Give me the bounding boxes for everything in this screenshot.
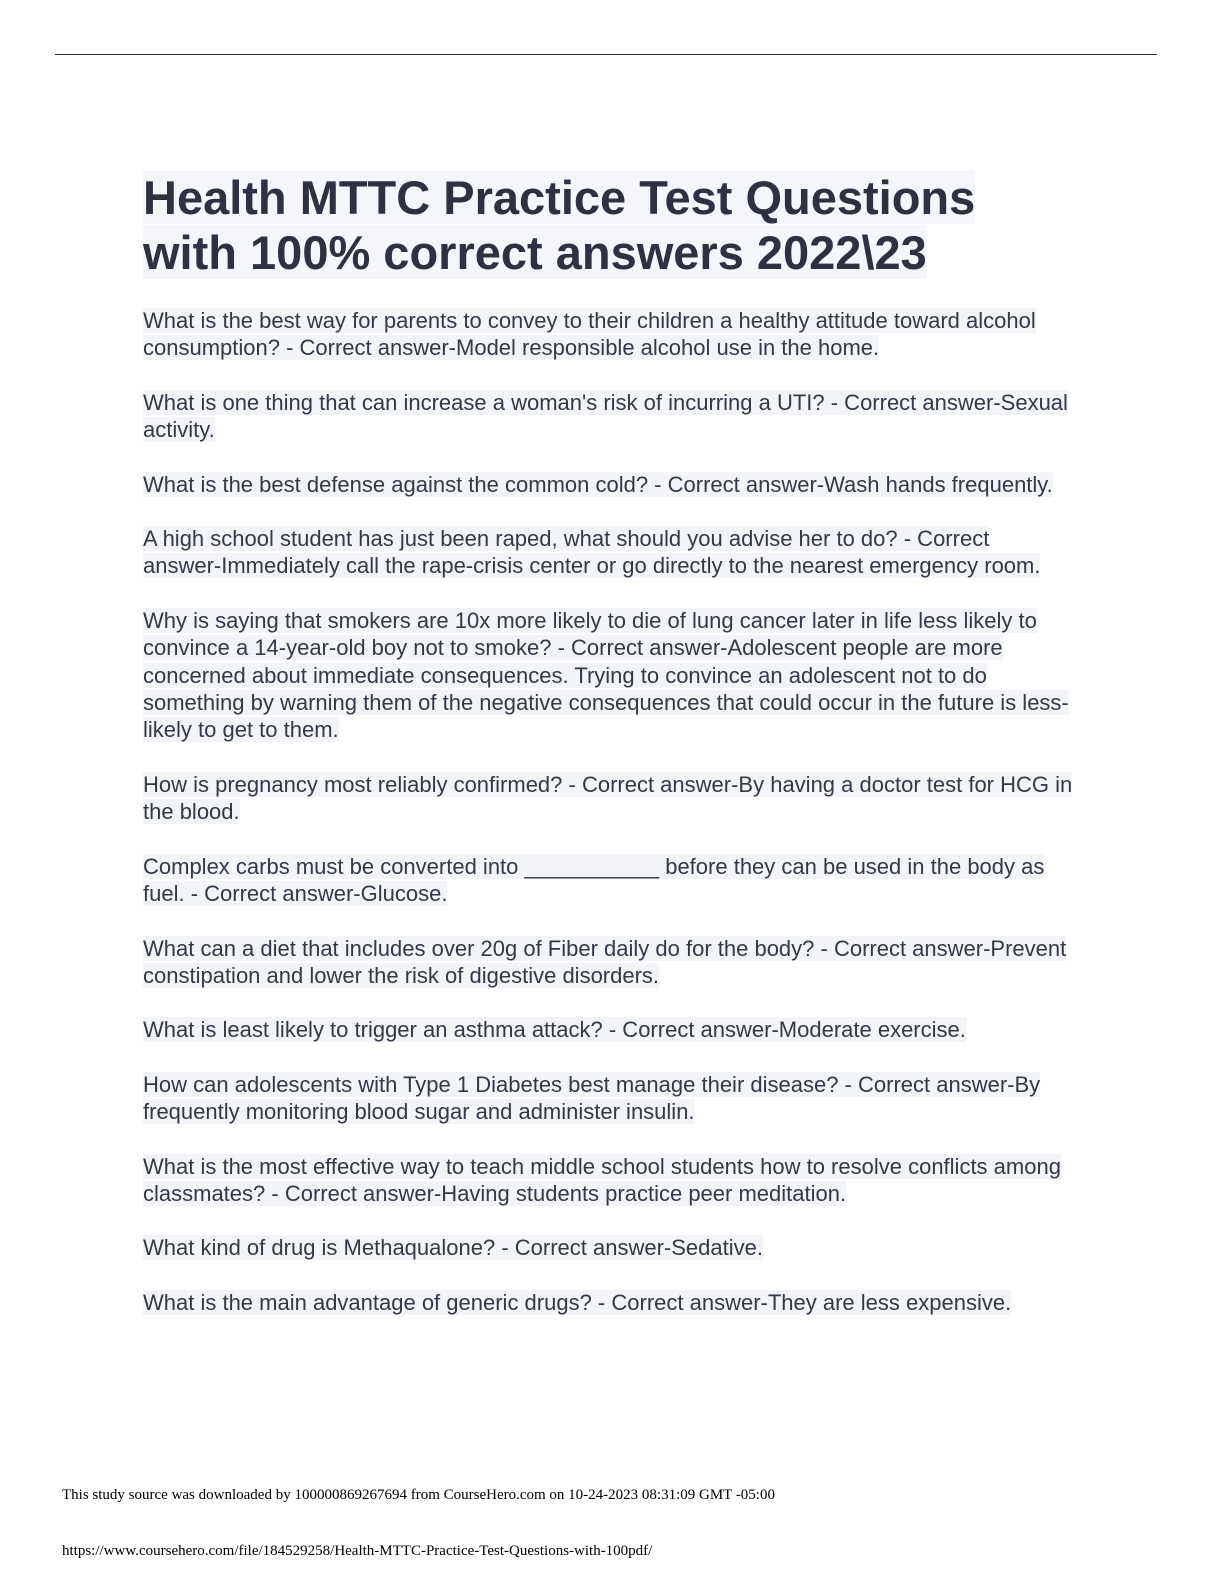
qa-item-text: What is the best way for parents to convey to their children a healthy attitude toward alcohol consumption? - Correct answer-Model responsible alcohol use in the home. [143, 308, 1036, 361]
document-body [143, 170, 1073, 1343]
qa-item [143, 853, 1073, 908]
qa-item [143, 1016, 1073, 1043]
qa-item-text: Why is saying that smokers are 10x more likely to die of lung cancer later in life less likely to convince a 14-year-old boy not to smoke? - Correct answer-Adolescent people are more concerned about immediate consequences. Trying to convince an adolescent not to do something by warning them of the negative consequences that could occur in the future is less-likely to get to them. [143, 607, 1069, 743]
qa-item-text: What is one thing that can increase a woman's risk of incurring a UTI? - Correct answer-Sexual activity. [143, 389, 1068, 443]
qa-item [143, 389, 1073, 444]
qa-item-text: What is the most effective way to teach middle school students how to resolve conflicts among classmates? - Correct answer-Having students practice peer meditation. [143, 1153, 1061, 1206]
footer-url[interactable]: https://www.coursehero.com/file/184529258/Health-MTTC-Practice-Test-Questions-with-100pdf/ [62, 1543, 653, 1559]
header-rule [55, 54, 1157, 55]
qa-item [143, 935, 1073, 990]
qa-item-text: Complex carbs must be converted into ___________ before they can be used in the body as fuel. - Correct answer-Glucose. [143, 853, 1045, 907]
qa-item [143, 607, 1073, 744]
qa-item [143, 1153, 1073, 1208]
qa-list [143, 307, 1073, 1316]
qa-item-text: A high school student has just been raped, what should you advise her to do? - Correct answer-Immediately call the rape-crisis center or go directly to the nearest emergency room. [143, 526, 1041, 579]
qa-item [143, 1234, 1073, 1261]
document-title [143, 170, 1073, 280]
qa-item [143, 1071, 1073, 1126]
qa-item-text: What is the best defense against the common cold? - Correct answer-Wash hands frequently. [143, 471, 1053, 497]
qa-item-text: What is the main advantage of generic drugs? - Correct answer-They are less expensive. [143, 1289, 1012, 1315]
qa-item [143, 771, 1073, 826]
qa-item-text: What can a diet that includes over 20g of Fiber daily do for the body? - Correct answer-Prevent constipation and lower the risk of digestive disorders. [143, 935, 1067, 988]
footer-source-note: This study source was downloaded by 100000869267694 from CourseHero.com on 10-24-2023 08:31:09 GMT -05:00 [62, 1487, 775, 1503]
qa-item [143, 525, 1073, 580]
qa-item-text: What is least likely to trigger an asthma attack? - Correct answer-Moderate exercise. [143, 1017, 966, 1043]
document-title-text: Health MTTC Practice Test Questions with 100% correct answers 2022\23 [143, 171, 976, 279]
qa-item-text: How can adolescents with Type 1 Diabetes best manage their disease? - Correct answer-By frequently monitoring blood sugar and administer insulin. [143, 1071, 1041, 1125]
qa-item [143, 1289, 1073, 1316]
qa-item [143, 471, 1073, 498]
qa-item-text: How is pregnancy most reliably confirmed? - Correct answer-By having a doctor test for HCG in the blood. [143, 771, 1073, 825]
qa-item [143, 307, 1073, 362]
qa-item-text: What kind of drug is Methaqualone? - Correct answer-Sedative. [143, 1235, 763, 1261]
